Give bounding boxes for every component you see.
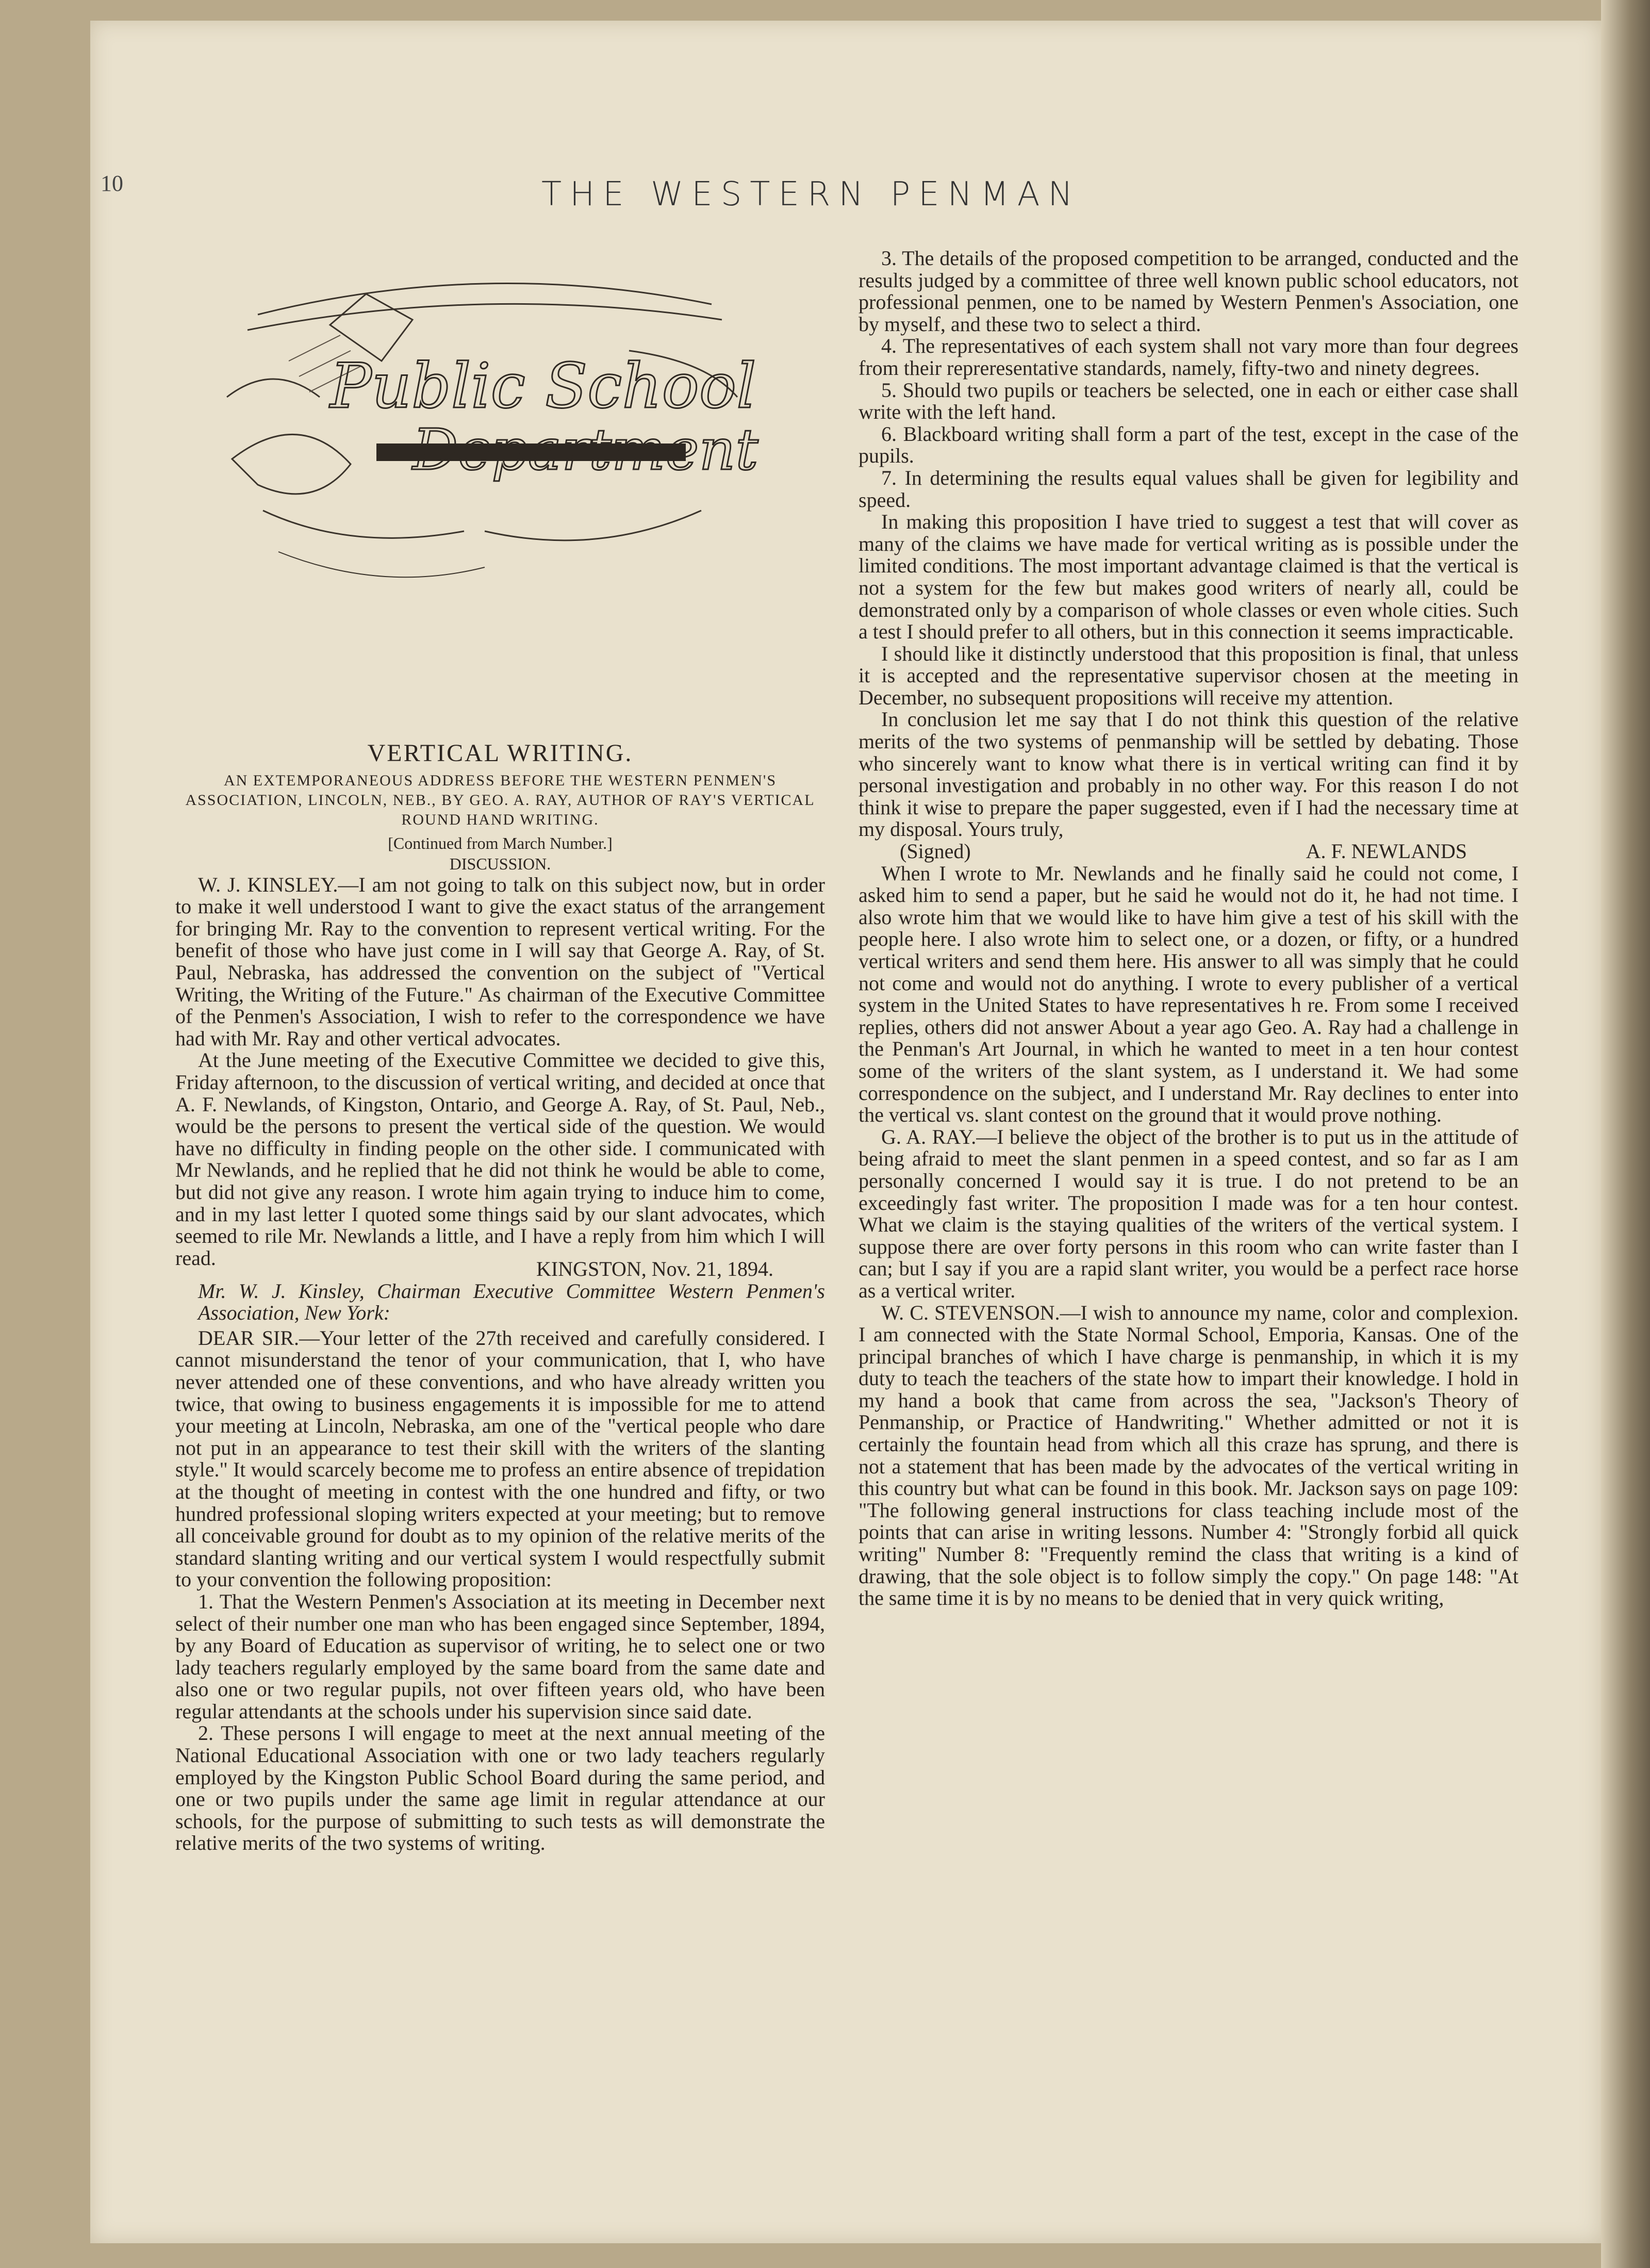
paragraph: I should like it distinctly understood that this proposition is final, that unless it is accepted and the representative supervisor chosen at the meeting in December, no subsequent propositions will receive my attention. xyxy=(859,642,1519,709)
paragraph: G. A. RAY.—I believe the object of the brother is to put us in the attitude of being afraid to meet the slant penmen in a speed contest, and so far as I am personally concerned I would say it is true. I do not pretend to be an exceedingly fast writer. The proposition I made was for a ten hour contest. What we claim is the staying qualities of the writers of the vertical system. I suppose there are over forty persons in this room who can write faster than I can; but I say if you are a rapid slant writer, you would be a perfect race horse as a vertical writer. xyxy=(859,1125,1519,1302)
paragraph: 1. That the Western Penmen's Association at its meeting in December next select of their number one man who has been engaged since September, 1894, by any Board of Education as supervisor of writing, he to select one or two lady teachers regularly employed by the same board from the same date and also one or two regular pupils, not over fifteen years old, who have been regular attendants at the schools under his supervision since said date. xyxy=(175,1589,825,1723)
right-column xyxy=(859,248,1519,1609)
left-column-letter xyxy=(175,1258,825,1854)
paragraph: In making this proposition I have tried to suggest a test that will cover as many of the claims we have made for vertical writing as is possible under the limited conditions. The most important advantage claimed is that the vertical is not a system for the few but makes good writers of nearly all, could be demonstrated only by a comparison of whole classes or even whole cities. Such a test I should prefer to all others, but in this connection it seems impracticable. xyxy=(859,510,1519,644)
paragraph: In conclusion let me say that I do not think this question of the relative merits of the two systems of penmanship will be settled by debating. Those who sincerely want to know what there is in vertical writing can find it by personal investigation and probably in no other way. For this reason I do not think it wise to prepare the paper suggested, even if I had the necessary time at my disposal. Yours truly, xyxy=(859,708,1519,841)
paragraph: 2. These persons I will engage to meet at the next annual meeting of the National Educational Association with one or two lady teachers regularly employed by the Kingston Public School Board during the same period, and one or two pupils under the same age limit in regular attendance at our schools, for the purpose of submitting to such tests as will demonstrate the relative merits of the two systems of writing. xyxy=(175,1721,825,1855)
paragraph: When I wrote to Mr. Newlands and he finally said he could not come, I asked him to send a paper, but he said he would not do it, he had not time. I also wrote him that we would like to have him give a test of his skill with the people here. I also wrote him to select one, or a dozen, or fifty, or a hundred vertical writers and send them here. His answer to all was simply that he could not come and would not do anything. I wrote to every publisher of a vertical system in the United States to have representatives h re. From some I received replies, others did not answer About a year ago Geo. A. Ray had a challenge in the Penman's Art Journal, in which he wanted to meet in a ten hour contest some of the writers of the slant system, as I understand it. We had some correspondence on the subject, and I understand Mr. Ray declines to enter into the vertical vs. slant contest on the ground that it would prove nothing. xyxy=(859,861,1519,1127)
article-subtitle: AN EXTEMPORANEOUS ADDRESS BEFORE THE WESTERN PENMEN'S ASSOCIATION, LINCOLN, NEB., BY GEO. A. RAY, AUTHOR OF RAY'S VERTICAL ROUND HAND WRITING. xyxy=(185,771,815,828)
paragraph: DEAR SIR.—Your letter of the 27th received and carefully considered. I cannot misunderstand the tenor of your communication, that I, who have never attended one of these conventions, and who have already written you twice, that owing to business engagements it is impossible for me to attend your meeting at Lincoln, Nebraska, am one of the "vertical people who dare not put in an appearance to test their skill with the writers of the slanting style." It would scarcely become me to profess an entire absence of trepidation at the thought of meeting in contest with the one hundred and fifty, or two hundred professional sloping writers expected at your meeting; but to remove all conceivable ground for doubt as to my opinion of the relative merits of the standard slanting writing and our vertical system I would respectfully submit to your convention the following proposition: xyxy=(175,1326,825,1591)
logo-text-line2: Department xyxy=(412,417,758,483)
letter-addressee: Mr. W. J. Kinsley, Chairman Executive Committee Western Penmen's Association, New York: xyxy=(198,1279,825,1325)
logo-text-line1: Public School xyxy=(330,351,756,422)
paragraph: 6. Blackboard writing shall form a part of the test, except in the case of the pupils. xyxy=(859,422,1519,468)
paragraph: 5. Should two pupils or teachers be selected, one in each or either case shall write with the left hand. xyxy=(859,378,1519,424)
left-column-upper xyxy=(175,739,825,1270)
public-school-department-logo xyxy=(196,242,773,593)
signed-name: A. F. NEWLANDS xyxy=(1306,840,1467,863)
paragraph: W. J. KINSLEY.—I am not going to talk on this subject now, but in order to make it well understood I want to give the exact status of the arrangement for bringing Mr. Ray to the convention to represent vertical writing. For the benefit of those who have just come in I will say that George A. Ray, of St. Paul, Nebraska, has addressed the convention on the subject of "Vertical Writing, the Writing of the Future." As chairman of the Executive Committee of the Penmen's Association, I wish to refer to the correspondence we have had with Mr. Ray and other vertical advocates. xyxy=(175,873,825,1050)
paragraph: 3. The details of the proposed competition to be arranged, conducted and the results judged by a committee of three well known public school educators, not professional penmen, one to be named by Western Penmen's Association, one by myself, and these two to select a third. xyxy=(859,246,1519,336)
signature-line xyxy=(859,841,1519,863)
paragraph: W. C. STEVENSON.—I wish to announce my name, color and complexion. I am connected with the State Normal School, Emporia, Kansas. One of the principal branches of which I have charge is penmanship, in which it is my duty to teach the teachers of the state how to impart their knowledge. I hold in my hand a book that came from across the sea, "Jackson's Theory of Penmanship, or Practice of Handwriting." Whether admitted or not it is certainly the fountain head from which all this craze has sprung, and there is not a statement that has been made by the advocates of the vertical writing in this country but what can be found in this book. Mr. Jackson says on page 109: "The following general instructions for class teaching include most of the points that can arise in writing lessons. Number 4: "Strongly forbid all quick writing" Number 8: "Frequently remind the class that writing is a kind of drawing, that the sole object is to follow simply the copy." On page 148: "At the same time it is by no means to be denied that in very quick writing, xyxy=(859,1301,1519,1610)
article-title: VERTICAL WRITING. xyxy=(367,739,633,767)
paragraph: 4. The representatives of each system shall not vary more than four degrees from their repreresentative standards, namely, fifty-two and ninety degrees. xyxy=(859,334,1519,380)
letter-dateline: KINGSTON, Nov. 21, 1894. xyxy=(536,1257,773,1280)
page-number: 10 xyxy=(101,171,123,196)
paragraph: 7. In determining the results equal values shall be given for legibility and speed. xyxy=(859,466,1519,512)
section-heading: DISCUSSION. xyxy=(449,854,551,873)
signed-label: (Signed) xyxy=(900,840,971,863)
book-spine xyxy=(1601,0,1650,2268)
paragraph: At the June meeting of the Executive Committee we decided to give this, Friday afternoon, to the discussion of vertical writing, and decided at once that A. F. Newlands, of Kingston, Ontario, and George A. Ray, of St. Paul, Neb., would be the persons to present the vertical side of the question. We would have no difficulty in finding people on the other side. I communicated with Mr Newlands, and he replied that he did not think he would be able to come, but did not give any reason. I wrote him again trying to induce him to come, and in my last letter I quoted some things said by our slant advocates, which seemed to rile Mr. Newlands a little, and I have a reply from him which I will read. xyxy=(175,1048,825,1270)
running-head: THE WESTERN PENMAN xyxy=(541,175,1081,213)
continued-note: [Continued from March Number.] xyxy=(388,833,613,852)
